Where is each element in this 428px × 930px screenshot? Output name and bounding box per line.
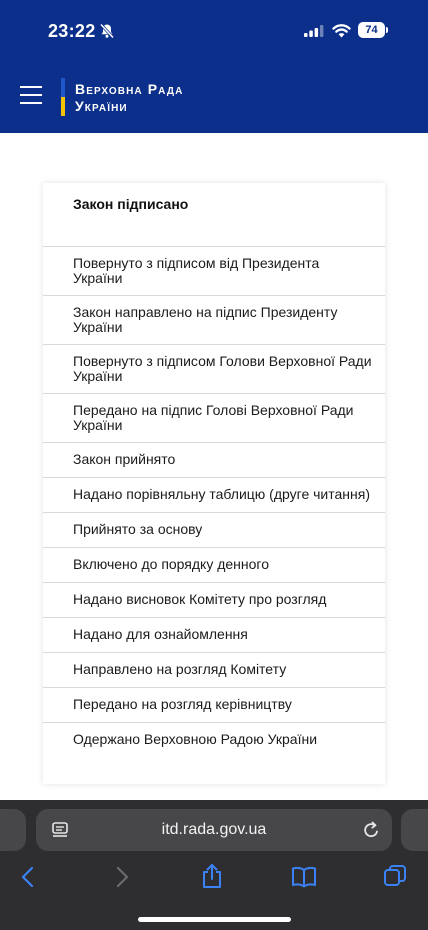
browser-toolbar	[0, 800, 428, 930]
url-text: itd.rada.gov.ua	[161, 821, 267, 838]
next-tab-preview[interactable]	[401, 809, 428, 851]
wifi-icon	[332, 23, 351, 38]
logo-line1: Верховна Рада	[75, 81, 184, 97]
status-list	[43, 246, 385, 757]
logo-line2: України	[75, 98, 128, 114]
back-icon[interactable]	[20, 866, 36, 888]
status-history-card	[43, 183, 385, 784]
site-logo[interactable]	[75, 81, 183, 115]
address-bar[interactable]	[36, 809, 392, 851]
site-header	[0, 0, 428, 133]
list-item: Передано на розгляд керівництву	[43, 687, 385, 722]
hamburger-menu-icon[interactable]	[20, 85, 42, 105]
list-item: Повернуто з підписом від Президента України	[43, 246, 385, 295]
list-item: Направлено на розгляд Комітету	[43, 652, 385, 687]
list-item: Включено до порядку денного	[43, 547, 385, 582]
bell-slash-icon	[99, 23, 115, 39]
share-icon[interactable]	[200, 863, 224, 889]
list-item: Повернуто з підписом Голови Верховної Ради України	[43, 344, 385, 393]
status-time: 23:22	[48, 21, 96, 41]
list-item: Надано для ознайомлення	[43, 617, 385, 652]
list-item: Надано порівняльну таблицю (друге читання)	[43, 477, 385, 512]
battery-icon	[358, 22, 388, 38]
reload-icon[interactable]	[362, 820, 380, 840]
list-item: Закон прийнято	[43, 442, 385, 477]
battery-level: 74	[358, 22, 385, 38]
forward-icon[interactable]	[114, 866, 130, 888]
list-item: Закон направлено на підпис Президенту України	[43, 295, 385, 344]
list-item: Надано висновок Комітету про розгляд	[43, 582, 385, 617]
signal-icon	[304, 25, 324, 37]
logo-flag-yellow	[61, 97, 65, 116]
home-indicator	[138, 917, 291, 922]
previous-tab-preview[interactable]	[0, 809, 26, 851]
list-item: Прийнято за основу	[43, 512, 385, 547]
logo-flag-blue	[61, 78, 65, 97]
list-item: Передано на підпис Голові Верховної Ради України	[43, 393, 385, 442]
card-title: Закон підписано	[73, 196, 189, 212]
list-item: Одержано Верховною Радою України	[43, 722, 385, 757]
tabs-icon[interactable]	[383, 864, 407, 888]
bookmarks-icon[interactable]	[291, 866, 317, 888]
